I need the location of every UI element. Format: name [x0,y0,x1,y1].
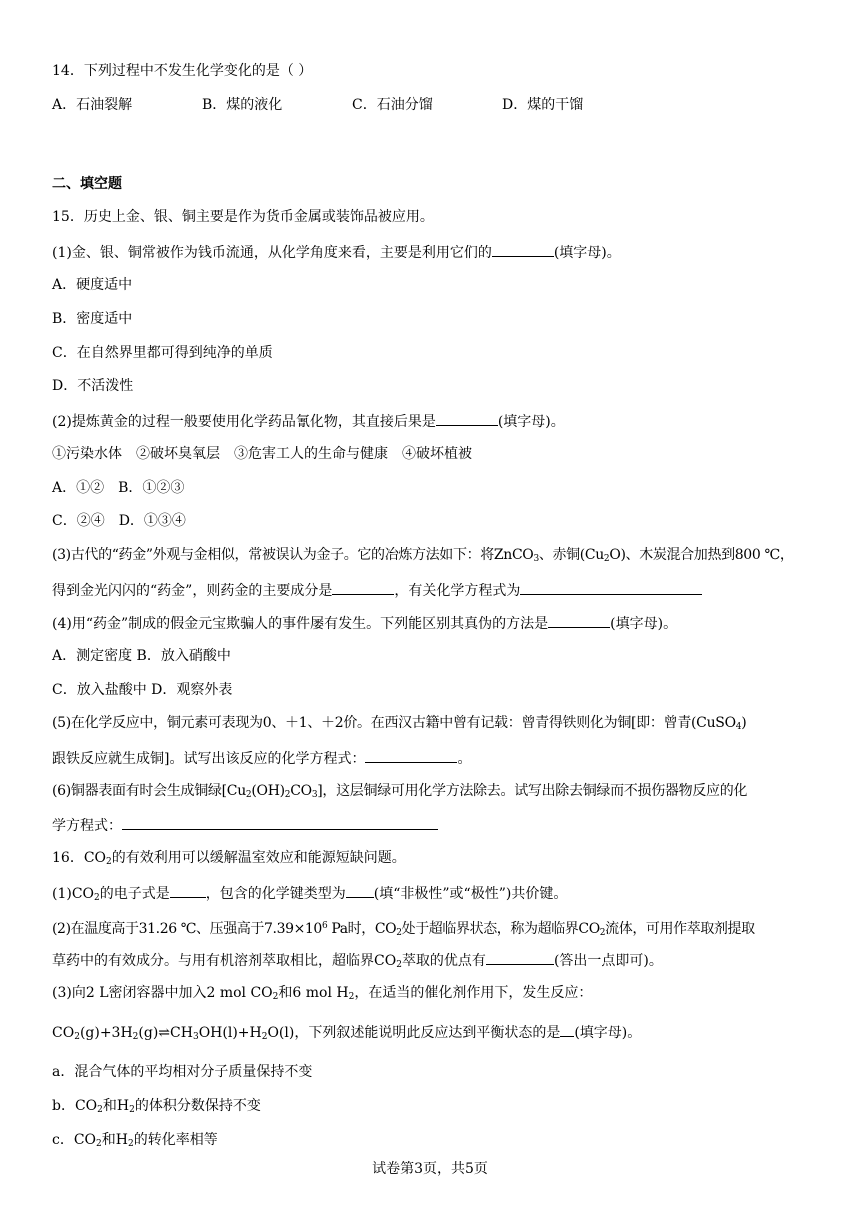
text: 和H [102,1098,130,1114]
subscript: 2 [245,790,252,800]
q15-part1-option-b: B．密度适中 [52,311,133,327]
q15-part2 [52,411,565,431]
text: ) [741,715,747,731]
text: (6)铜器表面有时会生成铜绿[Cu [52,783,246,799]
subscript: 4 [735,722,742,732]
text: (1)CO [52,886,95,902]
q16-option-b [52,1097,261,1119]
subscript: 2 [97,1105,103,1115]
q16-part1 [52,883,567,907]
answer-blank[interactable] [520,580,702,595]
q15-part1-tail: (填字母)。 [553,245,621,261]
q15-part2-options-cd: C．②④ D．①③④ [52,513,186,529]
text: b．CO [52,1098,98,1114]
answer-blank[interactable] [548,613,610,628]
text: (3)古代的“药金”外观与金相似，常被误认为金子。它的冶炼方法如下：将ZnCO [52,547,534,563]
text: 萃取的优点有 [401,953,486,969]
q14-stem: 14．下列过程中不发生化学变化的是（ ） [52,63,313,79]
q14-option-c: C．石油分馏 [352,97,433,113]
text: CO [52,1025,75,1041]
subscript: 2 [284,790,291,800]
q14-option-b: B．煤的液化 [202,97,283,113]
q15-part1-option-a: A．硬度适中 [52,277,133,293]
q16-option-c [52,1131,218,1153]
q16-part2-line2 [52,950,663,974]
q15-part4-options-cd: C．放入盐酸中 D．观察外表 [52,682,233,698]
page-footer: 试卷第3页，共5页 [372,1161,488,1177]
text: (填字母)。 [610,616,678,632]
q16-part3 [52,984,592,1006]
q15-part1-option-d: D．不活泼性 [52,378,134,394]
q15-part1-option-c: C．在自然界里都可得到纯净的单质 [52,345,273,361]
answer-blank[interactable] [332,580,394,595]
text: (填字母)。 [574,1025,642,1041]
text: 的有效利用可以缓解温室效应和能源短缺问题。 [111,850,406,866]
text: O(l)，下列叙述能说明此反应达到平衡状态的是 [267,1025,561,1041]
text: (g)+3H [79,1025,133,1041]
subscript: 3 [192,1032,199,1042]
subscript: 2 [396,928,402,938]
text: 得到金光闪闪的“药金”，则药金的主要成分是 [52,583,333,599]
text: 学方程式： [52,818,122,834]
q15-part1 [52,242,621,262]
q15-part3-line1 [52,546,794,568]
text: 处于超临界状态，称为超临界CO [401,921,600,937]
text: 。 [457,751,472,767]
q15-part2-options-ab: A．①② B．①②③ [52,480,185,496]
superscript: 6 [321,921,328,931]
answer-blank[interactable] [560,1022,574,1037]
q15-stem: 15．历史上金、银、铜主要是作为货币金属或装饰品被应用。 [52,209,434,225]
q15-part2-tail: (填字母)。 [497,414,565,430]
subscript: 3 [533,554,539,564]
q15-part1-text: (1)金、银、铜常被作为钱币流通，从化学角度来看，主要是利用它们的 [52,245,492,261]
text: (5)在化学反应中，铜元素可表现为0、＋1、＋2价。在西汉古籍中曾有记载：曾青得铁则化为铜[即：曾青(CuSO [52,715,736,731]
text: 流体，可用作萃取剂提取 [605,921,755,937]
subscript: 2 [96,1139,102,1149]
text: O)、木炭混合加热到800 ℃， [609,547,794,563]
text: c．CO [52,1132,97,1148]
answer-blank[interactable] [436,411,498,426]
text: (g)⇌CH [138,1025,193,1041]
text: (4)用“药金”制成的假金元宝欺骗人的事件屡有发生。下列能区别其真伪的方法是 [52,616,549,632]
text: OH(l)+H [198,1025,262,1041]
subscript: 2 [94,893,100,903]
text: (3)向2 L密闭容器中加入2 mol CO [52,985,273,1001]
answer-blank[interactable] [346,883,374,898]
q16-part2-line1 [52,917,755,942]
q14-option-a: A．石油裂解 [52,97,133,113]
answer-blank[interactable] [492,242,554,257]
answer-blank[interactable] [486,950,554,965]
q15-part2-items: ①污染水体 ②破坏臭氧层 ③危害工人的生命与健康 ④破坏植被 [52,446,472,462]
subscript: 2 [348,992,355,1002]
q16-option-a: a．混合气体的平均相对分子质量保持不变 [52,1064,313,1080]
subscript: 3 [311,790,318,800]
text: 的电子式是 [99,886,170,902]
text: 和H [101,1132,128,1148]
q14-option-d: D．煤的干馏 [502,97,584,113]
q15-part4 [52,613,677,633]
subscript: 2 [74,1032,80,1042]
section-title: 二、填空题 [52,176,122,192]
text: 16．CO [52,850,107,866]
answer-blank[interactable] [365,748,457,763]
q15-part6-line1 [52,782,747,804]
text: 草药中的有效成分。与用有机溶剂萃取相比，超临界CO [52,953,397,969]
q16-stem [52,849,406,871]
subscript: 2 [272,992,279,1002]
subscript: 2 [396,960,402,970]
text: 和6 mol H [278,985,349,1001]
subscript: 2 [127,1139,134,1149]
q16-equation-line [52,1022,641,1046]
answer-blank[interactable] [122,815,438,830]
subscript: 2 [599,928,606,938]
q15-part3-line2 [52,580,702,600]
text: CO [290,783,312,799]
text: 的转化率相等 [133,1132,218,1148]
subscript: 2 [132,1032,139,1042]
text: Pa时，CO [327,921,397,937]
q15-part5-line2 [52,748,471,768]
q15-part2-text: (2)提炼黄金的过程一般要使用化学药品氰化物，其直接后果是 [52,414,436,430]
text: (答出一点即可)。 [553,953,663,969]
text: 跟铁反应就生成铜]。试写出该反应的化学方程式： [52,751,366,767]
text: 、赤铜(Cu [538,547,604,563]
q15-part5-line1 [52,714,746,736]
subscript: 2 [261,1032,268,1042]
text: 的体积分数保持不变 [134,1098,261,1114]
subscript: 2 [129,1105,135,1115]
text: (填“非极性”或“极性”)共价键。 [373,886,568,902]
subscript: 2 [603,554,610,564]
subscript: 2 [106,857,112,867]
q15-part4-options-ab: A．测定密度 B．放入硝酸中 [52,648,231,664]
text: ，包含的化学键类型为 [205,886,346,902]
text: ，有关化学方程式为 [394,583,521,599]
text: (2)在温度高于31.26 ℃、压强高于7.39×10 [52,921,322,937]
text: ，在适当的催化剂作用下，发生反应： [354,985,593,1001]
text: (OH) [251,783,285,799]
q15-part6-line2 [52,815,438,835]
answer-blank[interactable] [170,883,206,898]
text: ]，这层铜绿可用化学方法除去。试写出除去铜绿而不损伤器物反应的化 [317,783,748,799]
